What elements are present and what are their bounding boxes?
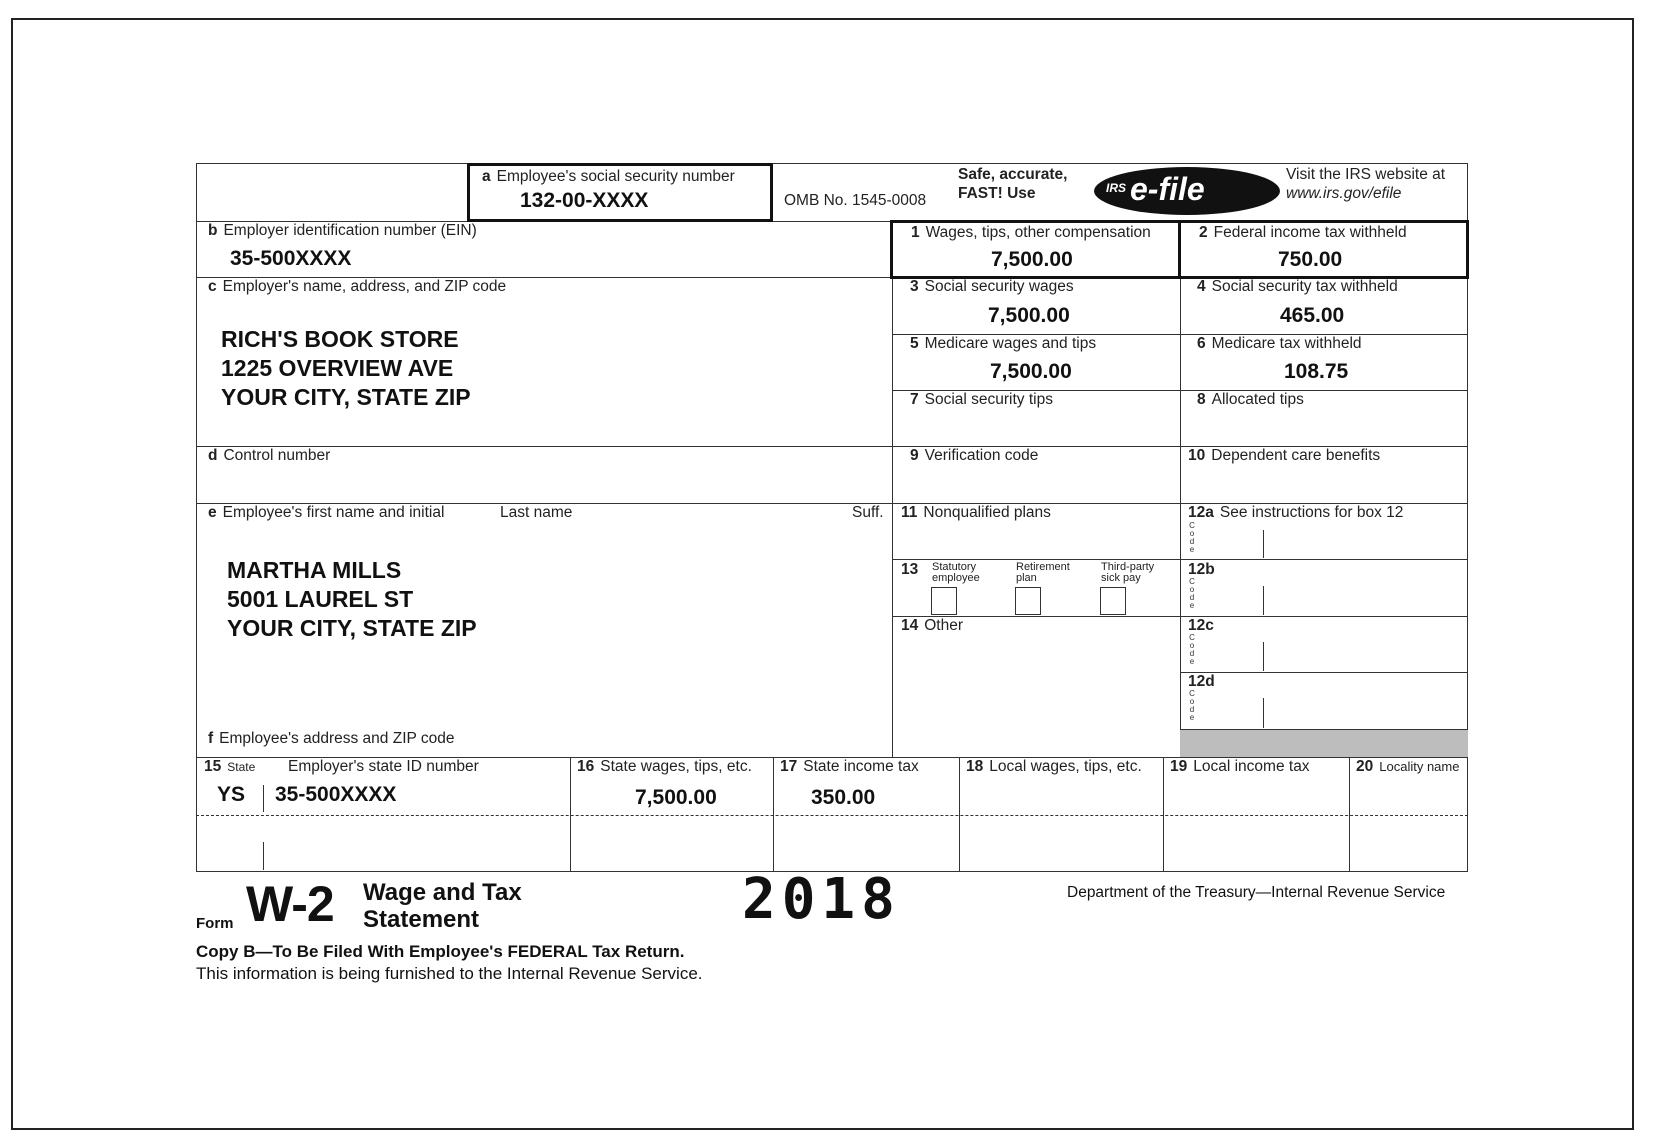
box-12a-code-label: C o d e bbox=[1189, 521, 1195, 554]
box-e-label: e Employee's first name and initial bbox=[208, 504, 445, 521]
box-10-label: 10 Dependent care benefits bbox=[1188, 447, 1381, 464]
third-party-sick-pay-checkbox[interactable] bbox=[1100, 587, 1126, 615]
statutory-employee-label: Statutory employee bbox=[932, 561, 980, 584]
form-title: Wage and Tax Statement bbox=[363, 879, 522, 933]
employee-city: YOUR CITY, STATE ZIP bbox=[227, 615, 477, 641]
box-2-federal-tax: 2 Federal income tax withheld 750.00 bbox=[1178, 220, 1469, 279]
box-15-id-label: Employer's state ID number bbox=[288, 758, 479, 775]
box-f-label: f Employee's address and ZIP code bbox=[208, 730, 455, 747]
box-13-label: 13 bbox=[901, 561, 919, 578]
box-7-label: 7 Social security tips bbox=[910, 391, 1053, 408]
efile-logo bbox=[1094, 167, 1280, 215]
retirement-plan-label: Retirement plan bbox=[1016, 561, 1070, 584]
form-word: Form bbox=[196, 915, 234, 932]
box-6-label: 6 Medicare tax withheld bbox=[1197, 335, 1362, 352]
box-12b-code-label: C o d e bbox=[1189, 577, 1195, 610]
box-17-value: 350.00 bbox=[811, 786, 876, 809]
box-20-label: 20 Locality name bbox=[1356, 758, 1460, 775]
state-id-value: 35-500XXXX bbox=[275, 783, 397, 806]
form-id: W-2 bbox=[246, 876, 334, 932]
box-17-label: 17 State income tax bbox=[780, 758, 919, 775]
box-12c-label: 12c bbox=[1188, 617, 1214, 634]
box-11-label: 11 Nonqualified plans bbox=[901, 504, 1051, 521]
box-4-value: 465.00 bbox=[1280, 304, 1345, 327]
box-12d-label: 12d bbox=[1188, 673, 1215, 690]
box-5-label: 5 Medicare wages and tips bbox=[910, 335, 1097, 352]
box-9-label: 9 Verification code bbox=[910, 447, 1039, 464]
employer-address-block bbox=[221, 325, 471, 412]
employer-city: YOUR CITY, STATE ZIP bbox=[221, 384, 471, 410]
retirement-plan-checkbox[interactable] bbox=[1015, 587, 1041, 615]
box-a-ssn: a Employee's social security number 132-00-XXXX bbox=[467, 163, 773, 222]
efile-logo-text: e-file bbox=[1130, 171, 1205, 207]
efile-tagline-1: Safe, accurate, bbox=[958, 166, 1068, 183]
ssn-value: 132-00-XXXX bbox=[520, 189, 649, 212]
box-1-value: 7,500.00 bbox=[991, 248, 1073, 271]
box-14-label: 14 Other bbox=[901, 617, 964, 634]
box-1-wages: 1 Wages, tips, other compensation 7,500.00 bbox=[890, 220, 1181, 279]
state-value: YS bbox=[217, 783, 246, 806]
box-3-value: 7,500.00 bbox=[988, 304, 1070, 327]
visit-line-1: Visit the IRS website at bbox=[1286, 166, 1446, 183]
box-18-label: 18 Local wages, tips, etc. bbox=[966, 758, 1142, 775]
ein-value: 35-500XXXX bbox=[230, 247, 352, 270]
box-12a-label: 12a See instructions for box 12 bbox=[1188, 504, 1404, 521]
box-15-label: 15 State bbox=[204, 758, 256, 775]
suffix-label: Suff. bbox=[852, 504, 884, 521]
third-party-sick-pay-label: Third-party sick pay bbox=[1101, 561, 1155, 584]
statutory-employee-checkbox[interactable] bbox=[931, 587, 957, 615]
box-c-label: c Employer's name, address, and ZIP code bbox=[208, 278, 507, 295]
employee-address-block bbox=[227, 556, 477, 643]
employee-name: MARTHA MILLS bbox=[227, 557, 402, 583]
box-5-value: 7,500.00 bbox=[990, 360, 1072, 383]
box-16-value: 7,500.00 bbox=[635, 786, 717, 809]
irs-department: Department of the Treasury—Internal Revenue Service bbox=[1067, 884, 1446, 901]
employer-name: RICH'S BOOK STORE bbox=[221, 326, 459, 352]
box-16-label: 16 State wages, tips, etc. bbox=[577, 758, 752, 775]
box-4-label: 4 Social security tax withheld bbox=[1197, 278, 1398, 295]
employer-street: 1225 OVERVIEW AVE bbox=[221, 355, 454, 381]
box-19-label: 19 Local income tax bbox=[1170, 758, 1310, 775]
box-6-value: 108.75 bbox=[1284, 360, 1349, 383]
box-12b-label: 12b bbox=[1188, 561, 1215, 578]
box-12d-code-label: C o d e bbox=[1189, 689, 1195, 722]
last-name-label: Last name bbox=[500, 504, 573, 521]
efile-tagline-2: FAST! Use bbox=[958, 185, 1036, 202]
info-line: This information is being furnished to the Internal Revenue Service. bbox=[196, 964, 703, 983]
box-d-label: d Control number bbox=[208, 447, 331, 464]
employee-street: 5001 LAUREL ST bbox=[227, 586, 414, 612]
efile-logo-irs: IRS bbox=[1106, 181, 1127, 195]
shaded-area bbox=[1180, 729, 1468, 757]
box-12c-code-label: C o d e bbox=[1189, 633, 1195, 666]
visit-line-2: www.irs.gov/efile bbox=[1286, 185, 1402, 202]
box-8-label: 8 Allocated tips bbox=[1197, 391, 1304, 408]
box-b-label: b Employer identification number (EIN) bbox=[208, 222, 477, 239]
box-3-label: 3 Social security wages bbox=[910, 278, 1074, 295]
copy-b-line: Copy B—To Be Filed With Employee's FEDERAL Tax Return. bbox=[196, 942, 685, 961]
tax-year: 2018 bbox=[742, 867, 901, 932]
box-2-value: 750.00 bbox=[1278, 248, 1343, 271]
omb-number: OMB No. 1545-0008 bbox=[784, 192, 927, 209]
